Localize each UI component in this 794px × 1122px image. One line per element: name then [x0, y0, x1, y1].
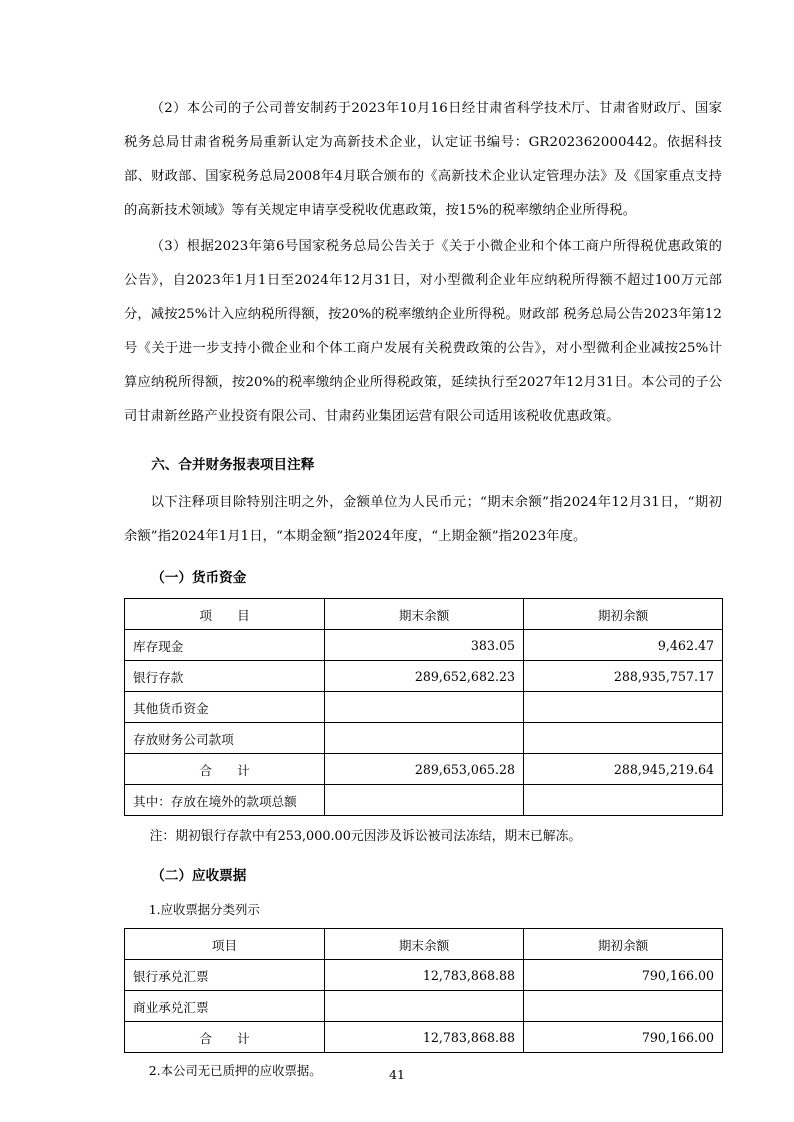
row-label: 银行存款 — [125, 661, 325, 692]
table-row — [125, 661, 723, 692]
row-beginning-balance: 9,462.47 — [524, 630, 723, 661]
row-beginning-balance: 288,935,757.17 — [524, 661, 723, 692]
row-label: 其他货币资金 — [125, 692, 325, 723]
section-heading-six: 六、合并财务报表项目注释 — [151, 457, 315, 473]
table-row-total — [125, 754, 723, 785]
row-beginning-balance: 790,166.00 — [524, 1022, 723, 1053]
table-row — [125, 991, 723, 1022]
row-label: 银行承兑汇票 — [125, 960, 325, 991]
column-header-beginning-balance: 期初余额 — [524, 929, 723, 960]
paragraph-2: （2）本公司的子公司普安制药于2023年10月16日经甘肃省科学技术厅、甘肃省财政厅、国家税务总局甘肃省税务局重新认定为高新技术企业，认定证书编号：GR202362000442。依据科技部、财政部、国家税务总局2008年4月联合颁布的《高新技术企业认定管理办法》及《国家重点支持的高新技术领域》等有关规定申请享受税收优惠政策，按15%的税率缴纳企业所得税。 — [124, 101, 722, 218]
row-beginning-balance — [524, 723, 723, 754]
notes-receivable-item-1: 1.应收票据分类列示 — [148, 902, 260, 917]
column-header-item: 项 目 — [125, 599, 325, 630]
notes-receivable-table — [124, 928, 723, 1053]
section-intro: 以下注释项目除特别注明之外，金额单位为人民币元；“期末余额”指2024年12月31日，“期初余额”指2024年1月1日，“本期金额”指2024年度，“上期金额”指2023年度。 — [124, 495, 722, 544]
table-row — [125, 630, 723, 661]
row-ending-balance — [325, 692, 524, 723]
subsection-heading-monetary-funds: （一）货币资金 — [151, 570, 247, 586]
table-row — [125, 692, 723, 723]
table-row-total — [125, 1022, 723, 1053]
row-ending-balance: 289,652,682.23 — [325, 661, 524, 692]
table-row — [125, 960, 723, 991]
row-label: 商业承兑汇票 — [125, 991, 325, 1022]
column-header-ending-balance: 期末余额 — [325, 929, 524, 960]
row-label: 其中：存放在境外的款项总额 — [125, 785, 325, 816]
row-ending-balance — [325, 785, 524, 816]
column-header-beginning-balance: 期初余额 — [524, 599, 723, 630]
row-ending-balance: 289,653,065.28 — [325, 754, 524, 785]
row-label: 合 计 — [125, 754, 325, 785]
column-header-item: 项目 — [125, 929, 325, 960]
column-header-ending-balance: 期末余额 — [325, 599, 524, 630]
table-header-row — [125, 599, 723, 630]
row-ending-balance — [325, 723, 524, 754]
row-ending-balance: 12,783,868.88 — [325, 960, 524, 991]
page-number: 41 — [389, 1067, 405, 1082]
table-row — [125, 723, 723, 754]
row-beginning-balance — [524, 692, 723, 723]
table-header-row — [125, 929, 723, 960]
row-label: 合 计 — [125, 1022, 325, 1053]
row-beginning-balance — [524, 785, 723, 816]
row-beginning-balance: 288,945,219.64 — [524, 754, 723, 785]
row-ending-balance — [325, 991, 524, 1022]
subsection-heading-notes-receivable: （二）应收票据 — [151, 868, 247, 884]
row-ending-balance: 12,783,868.88 — [325, 1022, 524, 1053]
row-beginning-balance — [524, 991, 723, 1022]
row-label: 库存现金 — [125, 630, 325, 661]
monetary-funds-note: 注：期初银行存款中有253,000.00元因涉及诉讼被司法冻结，期末已解冻。 — [149, 829, 582, 844]
monetary-funds-table — [124, 598, 723, 816]
row-ending-balance: 383.05 — [325, 630, 524, 661]
row-beginning-balance: 790,166.00 — [524, 960, 723, 991]
notes-receivable-item-2: 2.本公司无已质押的应收票据。 — [148, 1063, 322, 1078]
table-row — [125, 785, 723, 816]
row-label: 存放财务公司款项 — [125, 723, 325, 754]
paragraph-3: （3）根据2023年第6号国家税务总局公告关于《关于小微企业和个体工商户所得税优惠政策的公告》，自2023年1月1日至2024年12月31日，对小型微利企业年应纳税所得额不超过100万元部分，减按25%计入应纳税所得额，按20%的税率缴纳企业所得税。财政部 税务总局公告2023年第12号《关于进一步支持小微企业和个体工商户发展有关税费政策的公告》，对小型微利企业减按25%计算应纳税所得额，按20%的税率缴纳企业所得税政策，延续执行至2027年12月31日。本公司的子公司甘肃新丝路产业投资有限公司、甘肃药业集团运营有限公司适用该税收优惠政策。 — [124, 239, 722, 424]
page-content — [124, 92, 722, 1085]
